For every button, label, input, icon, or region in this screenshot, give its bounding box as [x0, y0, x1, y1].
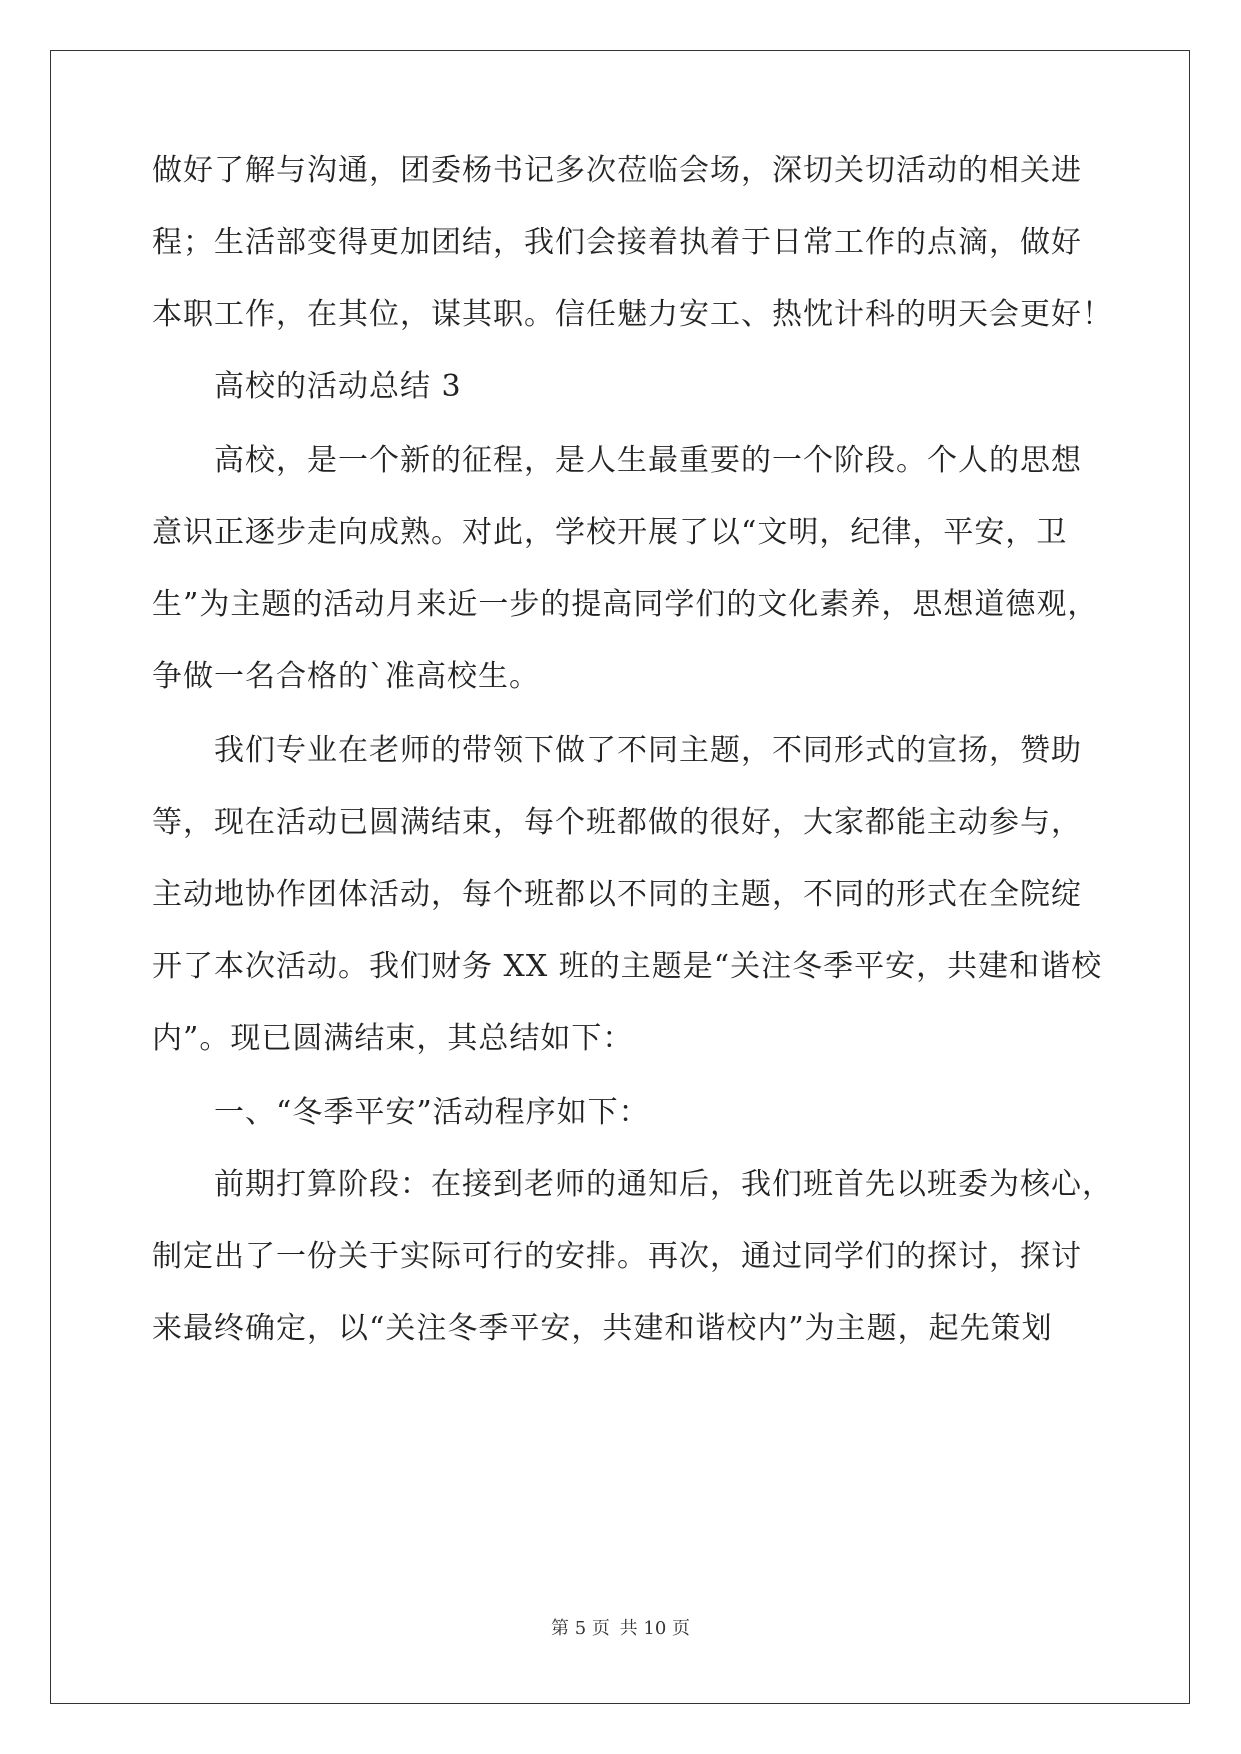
text-line: 本职工作，在其位，谋其职。信任魅力安工、热忱计科的明天会更好！	[152, 297, 1113, 332]
text-line: 制定出了一份关于实际可行的安排。再次，通过同学们的探讨，探讨	[152, 1239, 1082, 1274]
page-footer	[0, 1617, 1241, 1641]
section-heading: 高校的活动总结 3	[214, 369, 462, 404]
page-total: 共 10 页	[619, 1618, 690, 1639]
text-line: 我们专业在老师的带领下做了不同主题，不同形式的宣扬，赞助	[214, 733, 1082, 768]
text-line: 来最终确定，以“关注冬季平安，共建和谐校内”为主题，起先策划	[152, 1311, 1053, 1346]
text-line: 高校，是一个新的征程，是人生最重要的一个阶段。个人的思想	[214, 443, 1082, 478]
text-line: 开了本次活动。我们财务 XX 班的主题是“关注冬季平安，共建和谐校	[152, 949, 1103, 984]
text-line: 内”。现已圆满结束，其总结如下：	[152, 1021, 634, 1056]
page-number: 第 5 页	[551, 1618, 610, 1639]
list-heading: 一、“冬季平安”活动程序如下：	[214, 1095, 650, 1130]
text-line: 等，现在活动已圆满结束，每个班都做的很好，大家都能主动参与，	[152, 805, 1082, 840]
text-line: 争做一名合格的`准高校生。	[152, 659, 540, 694]
text-line: 做好了解与沟通，团委杨书记多次莅临会场，深切关切活动的相关进	[152, 153, 1082, 188]
text-line: 前期打算阶段：在接到老师的通知后，我们班首先以班委为核心，	[214, 1167, 1113, 1202]
text-line: 意识正逐步走向成熟。对此，学校开展了以“文明，纪律，平安，卫	[152, 515, 1068, 550]
text-line: 生”为主题的活动月来近一步的提高同学们的文化素养，思想道德观，	[152, 587, 1099, 622]
text-line: 程；生活部变得更加团结，我们会接着执着于日常工作的点滴，做好	[152, 225, 1082, 260]
text-line: 主动地协作团体活动，每个班都以不同的主题，不同的形式在全院绽	[152, 877, 1082, 912]
